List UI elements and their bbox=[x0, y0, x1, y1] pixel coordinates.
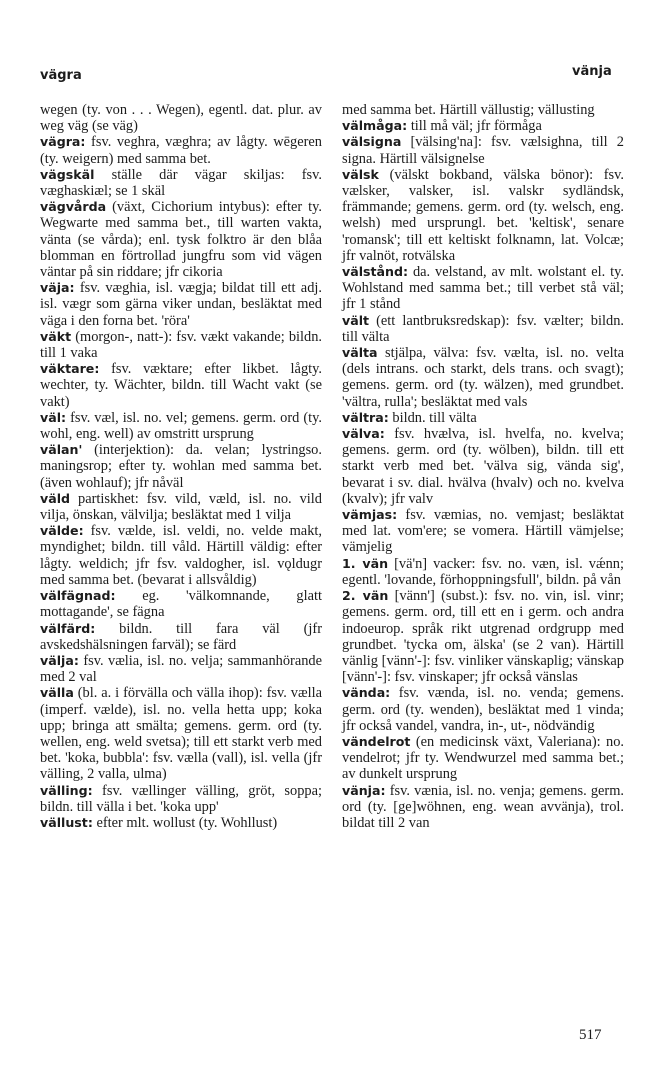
entry-headword: vält bbox=[342, 312, 370, 328]
entry-text: fsv. vænda, isl. no. venda; gemens. germ. ord (ty. wenden), besläktat med 1 vinda; jfr också vandel, vandra, in-, ut-, nödvändig bbox=[342, 685, 624, 734]
entry-text: [vänn'] (subst.): fsv. no. vin, isl. vinr; gemens. germ. ord, till ett en i germ. och andra indoeurop. språk rikt utgrenad ordgrupp med grundbet. 'tycka om, älska' (se 2 van). Härtill vänlig [vänn'-]: fsv. vinliker vänskaplig; vänskap [vänn'-]: fsv. vinskaper; jfr också vänslas bbox=[342, 588, 624, 686]
entry-text: da. velstand, av mlt. wolstant el. ty. Wohlstand med samma bet.; till verbet stå väl; jfr 1 stånd bbox=[342, 264, 624, 313]
entry-text: partiskhet: fsv. vild, væld, isl. no. vild vilja, önskan, välvilja; besläktat med 1 vilja bbox=[40, 490, 322, 524]
dictionary-entry bbox=[342, 134, 624, 166]
entry-text: fsv. veghra, væghra; av lågty. wēgeren (ty. weigern) med samma bet. bbox=[40, 134, 322, 167]
running-head-right: vänja bbox=[572, 64, 612, 79]
dictionary-entry bbox=[40, 653, 322, 685]
dictionary-entry bbox=[40, 815, 322, 831]
entry-text: (ett lantbruksredskap): fsv. vælter; bildn. till välta bbox=[342, 312, 624, 345]
entry-headword: välan' bbox=[40, 442, 83, 458]
dictionary-entry bbox=[40, 523, 322, 588]
entry-text: (växt, Cichorium intybus): efter ty. Wegwarte med samma bet., till warten vakta, vänta (se vårda); enl. tysk folktro är den blåa blomman en förtrollad jungfru som vid vägen väntar på sin riddare; jfr cikoria bbox=[40, 199, 322, 281]
dictionary-entry bbox=[342, 264, 624, 313]
entry-text: (en medicinsk växt, Valeriana): no. vendelrot; jfr ty. Wendwurzel med samma bet.; av dunkelt ursprung bbox=[342, 733, 624, 783]
dictionary-entry bbox=[342, 410, 624, 426]
entry-headword: vänja: bbox=[342, 782, 386, 798]
dictionary-entry bbox=[40, 491, 322, 523]
dictionary-entry bbox=[40, 134, 322, 166]
dictionary-entry bbox=[342, 556, 624, 588]
dictionary-entry bbox=[40, 410, 322, 442]
entry-headword: välling: bbox=[40, 782, 93, 798]
entry-headword: välja: bbox=[40, 652, 79, 668]
entry-headword: vägvårda bbox=[40, 199, 107, 215]
entry-text: fsv. væmias, no. vemjast; besläktat med lat. vom'ere; se vomera. Härtill vämjelse; vämjelig bbox=[342, 507, 624, 556]
entry-text: fsv. vælde, isl. veldi, no. velde makt, myndighet; bildn. till våld. Härtill väldig: efter lågty. weldich; jfr fsv. valdogher, isl. vǫldugr med samma bet. (bevarat i allsvåldig) bbox=[40, 523, 322, 588]
dictionary-entry bbox=[40, 621, 322, 653]
dictionary-entry bbox=[40, 199, 322, 280]
entry-text: wegen (ty. von . . . Wegen), egentl. dat. plur. av weg väg (se väg) bbox=[40, 102, 322, 135]
dictionary-entry bbox=[40, 588, 322, 620]
entry-headword: väld bbox=[40, 490, 71, 506]
dictionary-entry bbox=[40, 783, 322, 815]
entry-text: fsv. hvælva, isl. hvelfa, no. kvelva; gemens. germ. ord (ty. wölben), bildn. till ett starkt verb med bet. 'välva sig, vända sig', bevarat i sv. dial. hvälva (hvalv) och no. kvelva (kvalv); jfr valv bbox=[342, 426, 624, 507]
entry-headword: vältra: bbox=[342, 409, 389, 425]
entry-text: (bl. a. i förvälla och välla ihop): fsv. vælla (imperf. vælde), isl. no. vella hetta upp; koka upp; bringa att smälta; gemens. germ. ord (ty. wellen, eng. weld svetsa); till ett starkt verb med bet. 'koka, bubbla': fsv. vælla (vall), isl. vella (jfr välling, 2 valla, ulma) bbox=[40, 685, 322, 783]
entry-headword: välfärd: bbox=[40, 620, 96, 636]
entry-headword: 1. vän bbox=[342, 555, 389, 571]
entry-headword: välsigna bbox=[342, 134, 402, 150]
entry-headword: välfägnad: bbox=[40, 588, 116, 604]
entry-text: efter mlt. wollust (ty. Wohllust) bbox=[96, 814, 278, 831]
entry-headword: välsk bbox=[342, 166, 379, 182]
entry-text: fsv. væghia, isl. vægja; bildat till ett adj. isl. vægr som gärna viker undan, besläktat med väga i den forna bet. 'röra' bbox=[40, 280, 322, 329]
entry-headword: vägskäl bbox=[40, 166, 95, 182]
entry-headword: välta bbox=[342, 345, 378, 361]
dictionary-entry bbox=[342, 426, 624, 507]
dictionary-entry bbox=[342, 167, 624, 264]
left-column bbox=[40, 102, 322, 831]
entry-text: fsv. vænia, isl. no. venja; gemens. germ. ord (ty. [ge]wöhnen, eng. wean avvänja), trol. bildat till 2 van bbox=[342, 782, 624, 831]
entry-text: fsv. vællinger välling, gröt, soppa; bildn. till välla i bet. 'koka upp' bbox=[40, 782, 322, 815]
entry-text: bildn. till fara väl (jfr avskedshälsningen farväl); se färd bbox=[40, 620, 322, 653]
entry-headword: vällust: bbox=[40, 814, 93, 830]
entry-text: eg. 'välkomnande, glatt mottagande', se fägna bbox=[40, 588, 322, 621]
dictionary-entry bbox=[40, 685, 322, 782]
dictionary-entry bbox=[342, 345, 624, 410]
entry-text: fsv. væktare; efter likbet. lågty. wechter, ty. Wächter, bildn. till Wacht vakt (se vakt) bbox=[40, 361, 322, 410]
entry-text: (interjektion): da. velan; lystringso. maningsrop; efter ty. wohlan med samma bet. (även wohlauf); jfr nåväl bbox=[40, 442, 322, 491]
entry-headword: välva: bbox=[342, 426, 385, 442]
entry-headword: 2. vän bbox=[342, 588, 389, 604]
dictionary-entry bbox=[40, 102, 322, 134]
entry-headword: väkt bbox=[40, 328, 72, 344]
right-column bbox=[342, 102, 624, 831]
entry-headword: välde: bbox=[40, 523, 84, 539]
entry-text: [välsing'na]: fsv. vælsighna, till 2 signa. Härtill välsignelse bbox=[342, 134, 624, 167]
entry-headword: vämjas: bbox=[342, 507, 398, 523]
entry-text: till må väl; jfr förmåga bbox=[410, 118, 542, 135]
entry-headword: väja: bbox=[40, 280, 75, 296]
entry-headword: vända: bbox=[342, 685, 391, 701]
page-number: 517 bbox=[579, 1027, 602, 1043]
entry-headword: väktare: bbox=[40, 361, 100, 377]
entry-headword: välstånd: bbox=[342, 264, 409, 280]
dictionary-entry bbox=[342, 685, 624, 734]
dictionary-entry bbox=[342, 118, 624, 134]
entry-text: (välskt bokband, välska bönor): fsv. vælsker, valsker, isl. valskr sydländsk, främmande; gemens. germ. ord (ty. welsch, eng. welsh) med ursprungl. bet. 'keltisk', senare 'romansk'; till ett keltiskt folknamn, lat. Volcæ; jfr valnöt, rotvälska bbox=[342, 166, 624, 264]
dictionary-entry bbox=[40, 442, 322, 491]
entry-text: ställe där vägar skiljas: fsv. væghaskiæl; se 1 skäl bbox=[40, 166, 322, 200]
entry-text: bildn. till välta bbox=[392, 409, 477, 426]
dictionary-entry bbox=[342, 588, 624, 685]
dictionary-entry bbox=[40, 167, 322, 199]
entry-text: stjälpa, välva: fsv. vælta, isl. no. velta (dels intrans. och starkt, dels trans. och svagt); gemens. germ. ord (ty. wälzen), med grundbet. 'vältra, rulla'; besläktat med vals bbox=[342, 345, 624, 410]
dictionary-entry bbox=[342, 507, 624, 556]
entry-text: fsv. vælia, isl. no. velja; sammanhörande med 2 val bbox=[40, 652, 322, 686]
entry-text: (morgon-, natt-): fsv. vækt vakande; bildn. till 1 vaka bbox=[40, 328, 322, 362]
dictionary-entry bbox=[40, 329, 322, 361]
dictionary-entry bbox=[342, 734, 624, 783]
entry-headword: vägra: bbox=[40, 134, 86, 150]
entry-text: med samma bet. Härtill vällustig; vällusting bbox=[342, 102, 595, 118]
entry-headword: välla bbox=[40, 685, 74, 701]
dictionary-entry bbox=[342, 102, 624, 118]
running-head-left: vägra bbox=[40, 68, 82, 83]
dictionary-entry bbox=[40, 361, 322, 410]
entry-headword: väl: bbox=[40, 409, 67, 425]
entry-text: [vä'n] vacker: fsv. no. væn, isl. vǽnn; egentl. 'lovande, förhoppningsfull', bildn. på vån bbox=[342, 555, 624, 588]
dictionary-entry bbox=[342, 313, 624, 345]
dictionary-entry bbox=[40, 280, 322, 329]
entry-text: fsv. væl, isl. no. vel; gemens. germ. ord (ty. wohl, eng. well) av omstritt ursprung bbox=[40, 409, 322, 443]
dictionary-entry bbox=[342, 783, 624, 832]
entry-headword: vändelrot bbox=[342, 733, 411, 749]
entry-headword: välmåga: bbox=[342, 118, 408, 134]
